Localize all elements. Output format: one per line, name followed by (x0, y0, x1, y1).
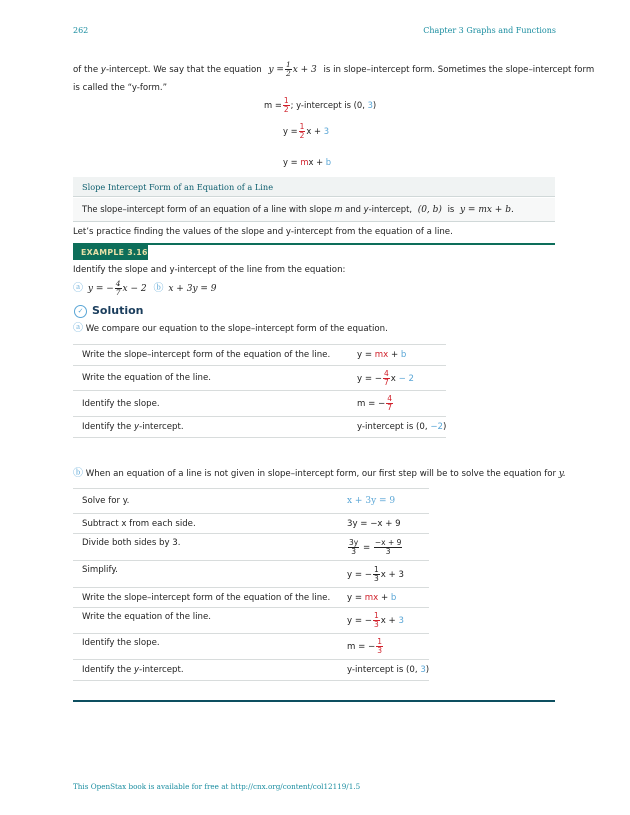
lead-in: Let’s practice finding the values of the slope and y-intercept from the equation of a line. (73, 227, 453, 237)
definition-box-title: Slope Intercept Form of an Equation of a Line (73, 177, 555, 197)
step-math: y = mx + b (348, 345, 446, 366)
intro-line-2: is called the “y-form.” (73, 83, 168, 93)
step-math: 3y = −x + 9 (338, 514, 429, 534)
step-math: y = − $\frac{4}{7}$ x − 2 (348, 366, 446, 391)
table-row (73, 391, 446, 417)
step-math: y-intercept is (0, 3) (338, 660, 429, 681)
table-row (73, 561, 429, 588)
example-label: EXAMPLE 3.16 (73, 245, 148, 260)
step-text: Identify the slope. (73, 634, 338, 660)
example-prompt: Identify the slope and y-intercept of the line from the equation: (73, 265, 346, 275)
step-math: x + 3y = 9 (338, 489, 429, 514)
table-row (73, 489, 429, 514)
step-math: y = − $\frac{1}{3}$ x + 3 (338, 561, 429, 588)
step-text: Write the equation of the line. (73, 366, 348, 391)
table-row (73, 608, 429, 634)
step-text: Subtract x from each side. (73, 514, 338, 534)
solution-table-b (73, 488, 429, 681)
table-row (73, 634, 429, 660)
table-row (73, 417, 446, 438)
step-math: y-intercept is (0, −2) (348, 417, 446, 438)
table-row (73, 534, 429, 561)
footer-text: This OpenStax book is available for free at http://cnx.org/content/col12119/1.5 (73, 782, 361, 791)
step-math: $\frac{3y}{3}$ = $\frac{-x + 9}{3}$ (338, 534, 429, 561)
table-row (73, 345, 446, 366)
solution-check-icon: ✓ (74, 305, 87, 318)
table-row (73, 588, 429, 608)
part-b-intro: ⓑ When an equation of a line is not given in slope–intercept form, our first step will be to solve the equation for y. (73, 468, 566, 479)
step-math: y = mx + b (338, 588, 429, 608)
table-row (73, 660, 429, 681)
step-text: Write the equation of the line. (73, 608, 338, 634)
step-math: m = − $\frac{1}{3}$ (338, 634, 429, 660)
step-text: Divide both sides by 3. (73, 534, 338, 561)
step-text: Identify the y-intercept. (73, 417, 348, 438)
step-text: Solve for y. (73, 489, 338, 514)
step-math: y = − $\frac{1}{3}$ x + 3 (338, 608, 429, 634)
step-text: Write the slope–intercept form of the equation of the line. (73, 588, 338, 608)
step-text: Simplify. (73, 561, 338, 588)
chapter-title: Chapter 3 Graphs and Functions (423, 26, 556, 35)
display-eq-2: y = $\frac{1}{2}$ x + 3 (283, 122, 330, 140)
part-b-marker: ⓑ (153, 283, 164, 294)
display-eq-3: y = mx + b (283, 157, 332, 167)
table-row (73, 366, 446, 391)
solution-title: Solution (92, 304, 144, 317)
example-end-rule (73, 700, 555, 702)
intro-line-1: of the y-intercept. We say that the equation y = $\frac{1}{2}$ x + 3 is in slope–intercept form. Sometimes the slope–intercept form (73, 60, 595, 78)
step-math: m = − $\frac{4}{7}$ (348, 391, 446, 417)
part-a-intro: ⓐ We compare our equation to the slope–intercept form of the equation. (73, 323, 388, 334)
solution-table-a (73, 344, 446, 438)
part-b-letter: ⓑ (73, 468, 83, 479)
part-a-letter: ⓐ (73, 323, 83, 334)
part-a-marker: ⓐ (73, 283, 83, 294)
step-text: Write the slope–intercept form of the equation of the line. (73, 345, 348, 366)
step-text: Identify the slope. (73, 391, 348, 417)
table-row (73, 514, 429, 534)
display-eq-1: m = $\frac{1}{2}$ ; y-intercept is (0, 3) (264, 96, 377, 114)
definition-box-body: The slope–intercept form of an equation of a line with slope m and y-intercept, (0, b) is y = mx + b. (73, 198, 555, 222)
page-number: 262 (73, 26, 89, 35)
step-text: Identify the y-intercept. (73, 660, 338, 681)
example-equations: ⓐ y = − $\frac{4}{7}$ x − 2 ⓑ x + 3y = 9 (73, 279, 217, 297)
